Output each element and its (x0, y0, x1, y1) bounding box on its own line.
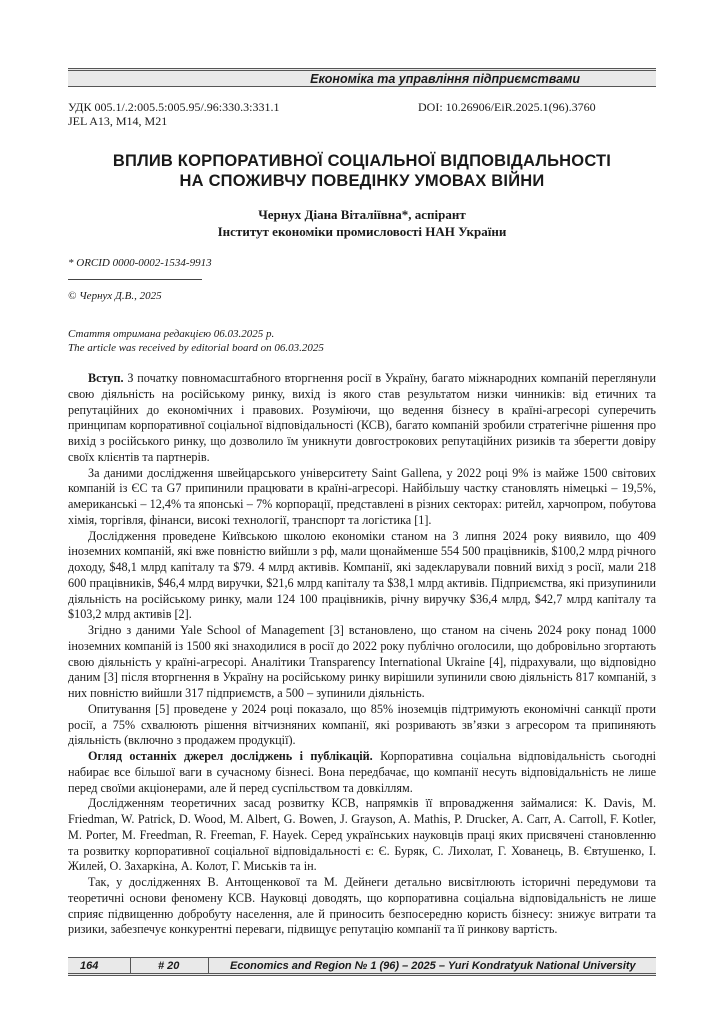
jel-code: JEL A13, M14, M21 (68, 114, 168, 128)
paragraph: За даними дослідження швейцарського університету Saint Gallena, у 2022 році 9% із майже 1500 світових компаній із ЄС та G7 припинили працювати в країні-агресорі. Найбільшу частку становлять німецькі – 19,5%, американські – 12,4% та японські – 7% корпорації, представлені в різних секторах: ритейл, харчопром, побутова хімія, торгівля, фінанси, високі технології, транспорт та логістика [1]. (68, 465, 656, 527)
author-affiliation: Інститут економіки промисловості НАН України (217, 224, 507, 239)
received-date-ua: Стаття отримана редакцією 06.03.2025 р. (68, 328, 275, 340)
journal-header-bar (68, 68, 656, 87)
article-title-line-2: НА СПОЖИВЧУ ПОВЕДІНКУ УМОВАХ ВІЙНИ (179, 172, 545, 190)
journal-info: Economics and Region № 1 (96) – 2025 – Yuri Kondratyuk National University (230, 960, 636, 972)
paragraph: Дослідження проведене Київською школою економіки станом на 3 липня 2024 року виявило, що 409 іноземних компаній, які вже повністю вийшли з рф, мали щонайменше 554 500 працівників, $100,2 млрд річного доходу, $48,1 млрд капіталу та $79. 4 млрд активів. Компанії, які задекларували повний вихід з росії, мали 218 600 працівників, $46,4 млрд виручки, $21,6 млрд капіталу та $38,1 млрд активів. Підприємства, які призупинили діяльність на російському ринку, мали 124 100 працівників, річну виручку $36,4 млрд, $42,7 млрд капіталу та $103,2 млрд активів [2]. (68, 528, 656, 622)
orcid: * ORCID 0000-0002-1534-9913 (68, 257, 212, 269)
page-number: 164 (80, 960, 99, 972)
divider-line (68, 279, 202, 280)
doi: DOI: 10.26906/EiR.2025.1(96).3760 (418, 100, 596, 114)
paragraph-review: Огляд останніх джерел досліджень і публікацій. Корпоративна соціальна відповідальність сьогодні набирає все більшої ваги в сучасному бізнесі. Вона передбачає, що компанії несуть відповідальність не лише перед своїми акціонерами, але й перед суспільством та довкіллям. (68, 749, 657, 795)
section-heading: Вступ. (88, 371, 124, 385)
author-name: Чернух Діана Віталіївна*, аспірант (258, 207, 466, 222)
received-date-en: The article was received by editorial board on 06.03.2025 (68, 342, 324, 354)
issue-number: # 20 (158, 960, 180, 972)
journal-title: Економіка та управління підприємствами (310, 72, 580, 86)
paragraph-intro: Вступ. З початку повномасштабного вторгнення росії в Україну, багато міжнародних компаній переглянули свою діяльність на російському ринку, вихід із якого став результатом низки чинників: від етичних та репутаційних до економічних і правових. Розуміючи, що ведення бізнесу в країні-агресорі суперечить принципам корпоративної соціальної відповідальності (КСВ), багато компаній зробили стратегічне рішення про вихід з російського ринку, що дозволило їм уникнути довгострокових репутаційних ризиків та зберегти довіру своїх клієнтів та партнерів. (68, 371, 656, 464)
page-footer (68, 957, 656, 976)
paragraph: Так, у дослідженнях В. Антощенкової та М. Дейнеги детально висвітлюють історичні передумови та теоретичні основи феномену КСВ. Науковці доводять, що корпоративна соціальна відповідальність не лише сприяє підвищенню добробуту населення, але й приносить безпосередню користь бізнесу: знижує витрати та ризики, забезпечує конкурентні переваги, підвищує репутацію компанії та її ринкову вартість. (68, 875, 656, 937)
paragraph: Дослідженням теоретичних засад розвитку КСВ, напрямків її впровадження займалися: K. Davis, M. Friedman, W. Patrick, D. Wood, M. Albert, G. Bowen, J. Grayson, A. Mathis, P. Drucker, A. Carr, A. Carroll, F. Kotler, M. Porter, M. Freedman, R. Freeman, F. Hayek. Серед українських науковців праці яких присвячені становленню та розвитку корпоративної соціальної відповідальності є: Є. Буряк, С. Лихолат, Г. Хованець, В. Євтушенко, І. Жилей, О. Захаркіна, А. Колот, Г. Миськів та ін. (68, 796, 656, 874)
paragraph: Згідно з даними Yale School of Management [3] встановлено, що станом на січень 2024 року понад 1000 іноземних компаній із 1500 які знаходилися в росії до 2022 року публічно оголосили, що добровільно згортають свою діяльність у країні-агресорі. Аналітики Transparency International Ukraine [4], підрахували, що відповідно даним [3] після вторгнення в Україну на російському ринку вирішили зупинили свою діяльність 817 компаній, з них повністю вийшли 317 підприємств, а 500 – зупинили діяльність. (68, 623, 656, 700)
section-heading: Огляд останніх джерел досліджень і публікацій. (88, 749, 373, 763)
article-title-line-1: ВПЛИВ КОРПОРАТИВНОЇ СОЦІАЛЬНОЇ ВІДПОВІДАЛЬНОСТІ (112, 152, 612, 170)
article-body (68, 371, 656, 938)
copyright: © Чернух Д.В., 2025 (68, 290, 162, 302)
paragraph: Опитування [5] проведене у 2024 році показало, що 85% іноземців підтримують економічні санкції проти росії, а 75% схвалюють рішення вітчизняних компанії, які розривають зв’язки з агресором та припиняють діяльність (включно з продажем продукції). (68, 701, 656, 748)
footer-divider (130, 958, 131, 973)
footer-divider (208, 958, 209, 973)
udc-code: УДК 005.1/.2:005.5:005.95/.96:330.3:331.1 (68, 100, 280, 114)
